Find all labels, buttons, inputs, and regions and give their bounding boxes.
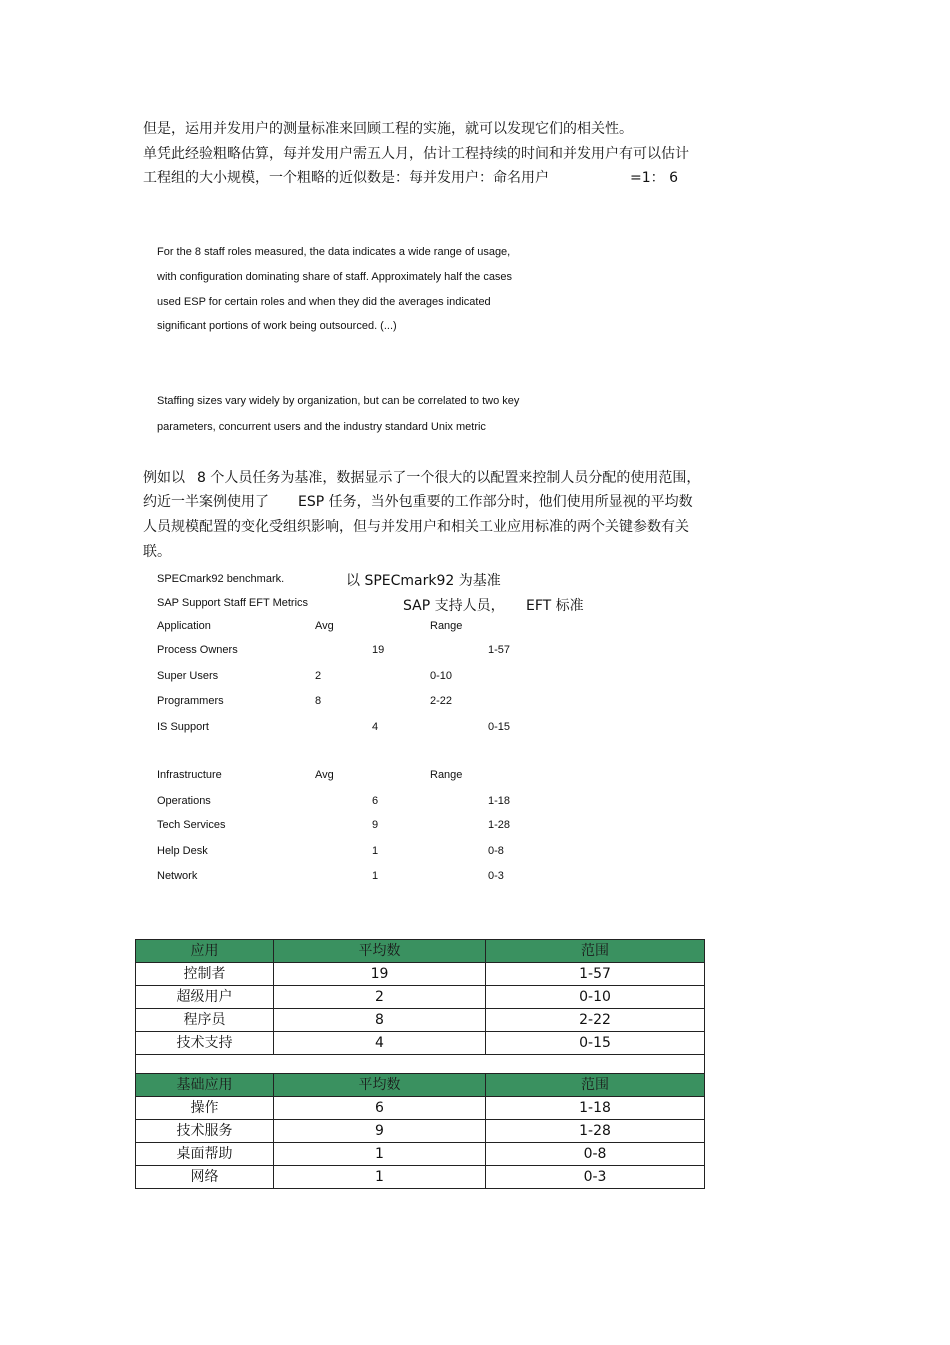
en-quote1-line2: with configuration dominating share of staff. Approximately half the cases: [157, 271, 513, 283]
table-cell: 2-22: [486, 1009, 705, 1032]
infra-row-label: Tech Services: [157, 819, 226, 831]
table-spacer-row: [136, 1055, 705, 1074]
table-cell: 技术支持: [136, 1032, 274, 1055]
app-row-avg: 4: [372, 721, 379, 733]
table-cell: 1: [274, 1166, 486, 1189]
table-row: [136, 1032, 705, 1055]
cn-para1-line1: 但是，运用并发用户的测量标准来回顾工程的实施，就可以发现它们的相关性。: [143, 121, 633, 137]
en-quote2-line1: Staffing sizes vary widely by organization, but can be correlated to two key: [157, 395, 520, 407]
infra-header-range: Range: [430, 769, 463, 781]
table-cell: 8: [274, 1009, 486, 1032]
cn-para2-line2b: ESP 任务，当外包重要的工作部分时，他们使用所显视的平均数: [298, 494, 693, 510]
table-cell: 0-15: [486, 1032, 705, 1055]
app-row-avg: 8: [315, 695, 322, 707]
cn-para2-line3: 人员规模配置的变化受组织影响，但与并发用户和相关工业应用标准的两个关键参数有关: [143, 519, 689, 535]
cn-para2-line2a: 约近一半案例使用了: [143, 494, 269, 510]
app-row-avg: 19: [372, 644, 385, 656]
table-cell: 程序员: [136, 1009, 274, 1032]
benchmark-cn: 以 SPECmark92 为基准: [346, 573, 501, 589]
metrics-cn-b: EFT 标准: [526, 598, 584, 614]
infra-row-avg: 1: [372, 845, 379, 857]
infra-row-label: Network: [157, 870, 198, 882]
en-quote2-line2: parameters, concurrent users and the industry standard Unix metric: [157, 421, 486, 433]
spacer-cell: [136, 1055, 705, 1074]
table-cell: 1-18: [486, 1097, 705, 1120]
cn-para1-line3: 工程组的大小规模，一个粗略的近似数是：每并发用户：命名用户: [143, 170, 549, 186]
app-row-label: Super Users: [157, 670, 219, 682]
cn-para2-line4: 联。: [143, 544, 171, 560]
header-cell: 基础应用: [136, 1074, 274, 1097]
app-row-label: Process Owners: [157, 644, 238, 656]
infra-row-avg: 9: [372, 819, 379, 831]
table-cell: 0-3: [486, 1166, 705, 1189]
metrics-en: SAP Support Staff EFT Metrics: [157, 597, 309, 609]
table-cell: 桌面帮助: [136, 1143, 274, 1166]
app-row-range: 0-10: [430, 670, 453, 682]
app-row-range: 2-22: [430, 695, 453, 707]
app-row-range: 1-57: [488, 644, 511, 656]
table-cell: 0-10: [486, 986, 705, 1009]
app-row-avg: 2: [315, 670, 322, 682]
app-header-range: Range: [430, 620, 463, 632]
table-cell: 9: [274, 1120, 486, 1143]
header-cell: 应用: [136, 940, 274, 963]
app-row-label: Programmers: [157, 695, 224, 707]
table-cell: 4: [274, 1032, 486, 1055]
header-cell: 平均数: [274, 1074, 486, 1097]
table-cell: 技术服务: [136, 1120, 274, 1143]
table-row: [136, 986, 705, 1009]
table-cell: 19: [274, 963, 486, 986]
infra-row-range: 1-18: [488, 795, 511, 807]
cn-para1-line2: 单凭此经验粗略估算，每并发用户需五人月，估计工程持续的时间和并发用户有可以估计: [143, 146, 689, 162]
header-cell: 范围: [486, 940, 705, 963]
en-quote1-line4: significant portions of work being outsourced. (...): [157, 320, 397, 332]
en-quote1-line1: For the 8 staff roles measured, the data indicates a wide range of usage,: [157, 246, 511, 258]
table-header-row: [136, 1074, 705, 1097]
cn-para1-ratio: =1： 6: [630, 170, 678, 186]
metrics-cn-a: SAP 支持人员，: [403, 598, 505, 614]
table-cell: 控制者: [136, 963, 274, 986]
benchmark-en: SPECmark92 benchmark.: [157, 573, 285, 585]
table-row: [136, 963, 705, 986]
table-cell: 0-8: [486, 1143, 705, 1166]
table-row: [136, 1166, 705, 1189]
table-cell: 6: [274, 1097, 486, 1120]
table-header-row: [136, 940, 705, 963]
infra-row-label: Help Desk: [157, 845, 208, 857]
infra-row-range: 0-3: [488, 870, 504, 882]
infra-row-range: 0-8: [488, 845, 504, 857]
cn-staff-table: [135, 939, 705, 1189]
infra-row-avg: 1: [372, 870, 379, 882]
app-row-label: IS Support: [157, 721, 209, 733]
table-cell: 1: [274, 1143, 486, 1166]
cn-para2-line1a: 例如以: [143, 470, 185, 486]
table-cell: 操作: [136, 1097, 274, 1120]
header-cell: 平均数: [274, 940, 486, 963]
table-cell: 1-28: [486, 1120, 705, 1143]
app-header-avg: Avg: [315, 620, 334, 632]
en-quote1-line3: used ESP for certain roles and when they did the averages indicated: [157, 296, 491, 308]
infra-header-avg: Avg: [315, 769, 334, 781]
infra-row-range: 1-28: [488, 819, 511, 831]
table-row: [136, 1120, 705, 1143]
app-row-range: 0-15: [488, 721, 511, 733]
infra-header-infrastructure: Infrastructure: [157, 769, 222, 781]
table-cell: 超级用户: [136, 986, 274, 1009]
header-cell: 范围: [486, 1074, 705, 1097]
infra-row-label: Operations: [157, 795, 211, 807]
table-row: [136, 1143, 705, 1166]
cn-para2-line1b: 8 个人员任务为基准，数据显示了一个很大的以配置来控制人员分配的使用范围，: [197, 470, 701, 486]
app-header-application: Application: [157, 620, 211, 632]
infra-row-avg: 6: [372, 795, 379, 807]
table-row: [136, 1009, 705, 1032]
table-row: [136, 1097, 705, 1120]
table-cell: 网络: [136, 1166, 274, 1189]
table-cell: 1-57: [486, 963, 705, 986]
table-cell: 2: [274, 986, 486, 1009]
